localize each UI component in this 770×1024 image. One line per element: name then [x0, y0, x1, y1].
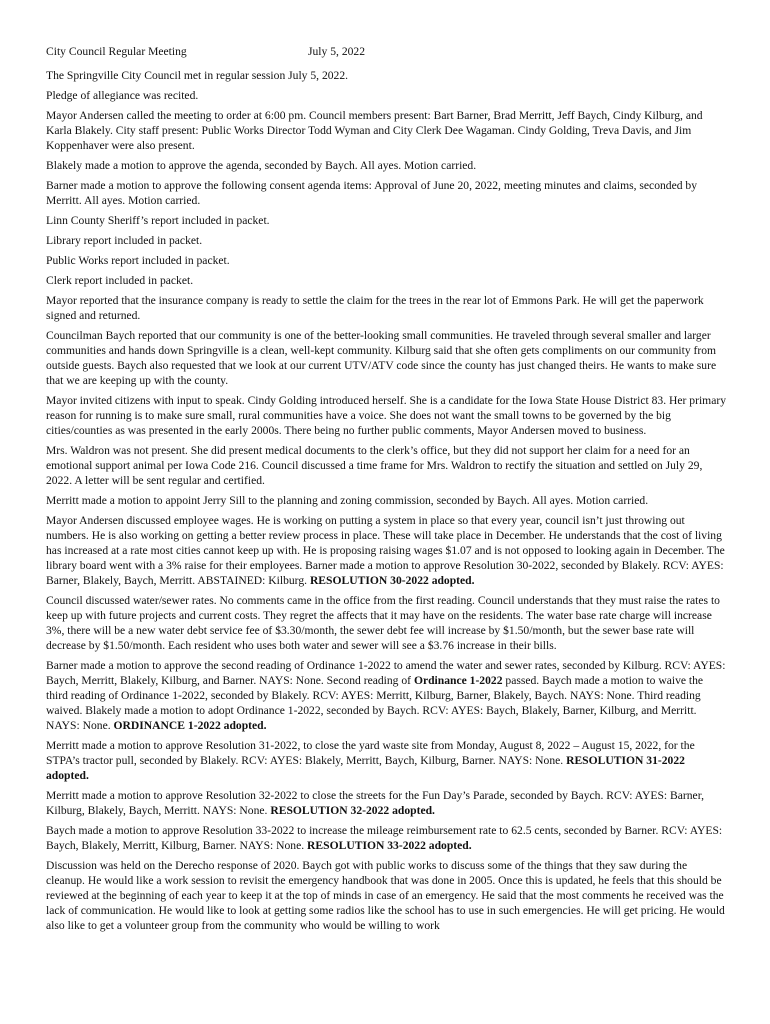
- res32-bold: RESOLUTION 32-2022 adopted.: [270, 804, 435, 817]
- paragraph-call-to-order: Mayor Andersen called the meeting to order at 6:00 pm. Council members present: Bart Barner, Brad Merritt, Jeff Baych, Cindy Kilburg, and Karla Blakely. City staff present: Public Works Director Todd Wyman and City Clerk Dee Wagaman. Cindy Golding, Treva Davis, and Jim Koppenhaver were also present.: [46, 109, 703, 152]
- paragraph-public-works-report: Public Works report included in packet.: [46, 254, 230, 267]
- paragraph-session: The Springville City Council met in regular session July 5, 2022.: [46, 69, 349, 82]
- res32-text: Merritt made a motion to approve Resolution 32-2022 to close the streets for the Fun Day’s Parade, seconded by Baych. RCV: AYES: Barner, Kilburg, Blakely, Baych, Merritt. NAYS: None.: [46, 789, 704, 817]
- wages-resolution: RESOLUTION 30-2022 adopted.: [309, 574, 475, 587]
- paragraph-councilman-report: Councilman Baych reported that our community is one of the better-looking small communities. He traveled through several smaller and larger communities and hands down Springville is a clean, well-kept community. Kilburg said that she often gets compliments on our community from outside guests. Baych also requested that we look at our current UTV/ATV code since the county has just changed theirs. He wants to make sure that we are keeping up with the county.: [46, 329, 717, 387]
- paragraph-wages: [46, 513, 726, 588]
- paragraph-derecho: Discussion was held on the Derecho response of 2020. Baych got with public works to discuss some of the things that they saw during the cleanup. He would like a work session to revisit the emergency handbook that was done in 2005. Once this is updated, he feels that this should be reviewed at the beginning of each year to keep it at the top of minds in case of an emergency. He said that the most comments he received was the lack of communication. He would like to look at getting some radios like the school has to use in such emergencies. He will get pricing. He would also like to get a volunteer group from the community who would be willing to work: [46, 859, 725, 932]
- paragraph-waldron: Mrs. Waldron was not present. She did present medical documents to the clerk’s office, but they did not support her claim for a need for an emotional support animal per Iowa Code 216. Council discussed a time frame for Mrs. Waldron to rectify the situation and settled on July 29, 2022. A letter will be sent regular and certified.: [46, 444, 703, 487]
- document-header: [46, 44, 726, 59]
- paragraph-agenda: Blakely made a motion to approve the agenda, seconded by Baych. All ayes. Motion carried.: [46, 159, 477, 172]
- res33-bold: RESOLUTION 33-2022 adopted.: [307, 839, 472, 852]
- paragraph-clerk-report: Clerk report included in packet.: [46, 274, 194, 287]
- res31-bold: RESOLUTION 31-2022 adopted.: [46, 754, 685, 782]
- res33-text: Baych made a motion to approve Resolution 33-2022 to increase the mileage reimbursement rate to 62.5 cents, seconded by Barner. RCV: AYES: Baych, Blakely, Merritt, Kilburg, Barner. NAYS: None.: [46, 824, 723, 852]
- paragraph-water-sewer-rates: Council discussed water/sewer rates. No comments came in the office from the first reading. Council understands that they must raise the rates to keep up with future projects and current costs. They regret the affects that it may have on the residents. The water base rate charge will increase 3%, there will be a new water debt service fee of $3.30/month, the sewer debt fee will increase by $1.50/month, but the sewer base rate will decrease by $1.50/month. Each resident who uses both water and sewer will see a $3.76 increase in their bills.: [46, 594, 720, 652]
- paragraph-insurance: Mayor reported that the insurance company is ready to settle the claim for the trees in the rear lot of Emmons Park. He will get the paperwork signed and returned.: [46, 294, 704, 322]
- ordinance-bold-2: ORDINANCE 1-2022 adopted.: [113, 719, 267, 732]
- paragraph-sheriff-report: Linn County Sheriff’s report included in packet.: [46, 214, 270, 227]
- ordinance-text-2: passed. Baych made a motion to waive the third reading of Ordinance 1-2022, seconded by Blakely. RCV: AYES: Merritt, Kilburg, Barner, Blakely, Baych. NAYS: None. Third reading waived. Blakely made a motion to adopt Ordinance 1-2022, seconded by Baych. RCV: AYES: Baych, Blakely, Barner, Kilburg, and Merritt. NAYS: None.: [46, 674, 704, 732]
- paragraph-resolution-33: [46, 823, 726, 853]
- paragraph-resolution-31: [46, 738, 726, 783]
- paragraph-appointment: Merritt made a motion to appoint Jerry Sill to the planning and zoning commission, seconded by Baych. All ayes. Motion carried.: [46, 494, 649, 507]
- paragraph-library-report: Library report included in packet.: [46, 234, 203, 247]
- res31-text: Merritt made a motion to approve Resolution 31-2022, to close the yard waste site from Monday, August 8, 2022 – August 15, 2022, for the STPA’s tractor pull, seconded by Blakely. RCV: AYES: Blakely, Merritt, Baych, Kilburg, Barner. NAYS: None.: [46, 739, 695, 767]
- meeting-date: July 5, 2022: [308, 45, 366, 58]
- paragraph-pledge: Pledge of allegiance was recited.: [46, 89, 199, 102]
- meeting-title: City Council Regular Meeting: [46, 45, 187, 58]
- paragraph-consent-agenda: Barner made a motion to approve the following consent agenda items: Approval of June 20, 2022, meeting minutes and claims, seconded by Merritt. All ayes. Motion carried.: [46, 179, 698, 207]
- ordinance-text-1: Barner made a motion to approve the second reading of Ordinance 1-2022 to amend the water and sewer rates, seconded by Kilburg. RCV: AYES: Baych, Merritt, Blakely, Kilburg, and Barner. NAYS: None. Second reading of: [46, 659, 726, 687]
- wages-text: Mayor Andersen discussed employee wages. He is working on putting a system in place so that every year, council isn’t just throwing out numbers. He is also working on getting a better review process in place. These will take place in December. He understands that the cost of living has increased at a rate most cities cannot keep up with. He is proposing raising wages $1.07 and is not opposed to looking again in December. The library board went with a 3% raise for their employees. Barner made a motion to approve Resolution 30-2022, seconded by Blakely. RCV: AYES: Barner, Blakely, Baych, Merritt. ABSTAINED: Kilburg.: [46, 514, 725, 587]
- paragraph-resolution-32: [46, 788, 726, 818]
- ordinance-bold-1: Ordinance 1-2022: [413, 674, 503, 687]
- paragraph-ordinance: [46, 658, 726, 733]
- paragraph-public-comments: Mayor invited citizens with input to speak. Cindy Golding introduced herself. She is a candidate for the Iowa State House District 83. Her primary reason for running is to make sure small, rural communities have a voice. She does not want the small towns to be governed by the big cities/counties as was presented in the early 2000s. There being no further public comments, Mayor Andersen moved to business.: [46, 394, 727, 437]
